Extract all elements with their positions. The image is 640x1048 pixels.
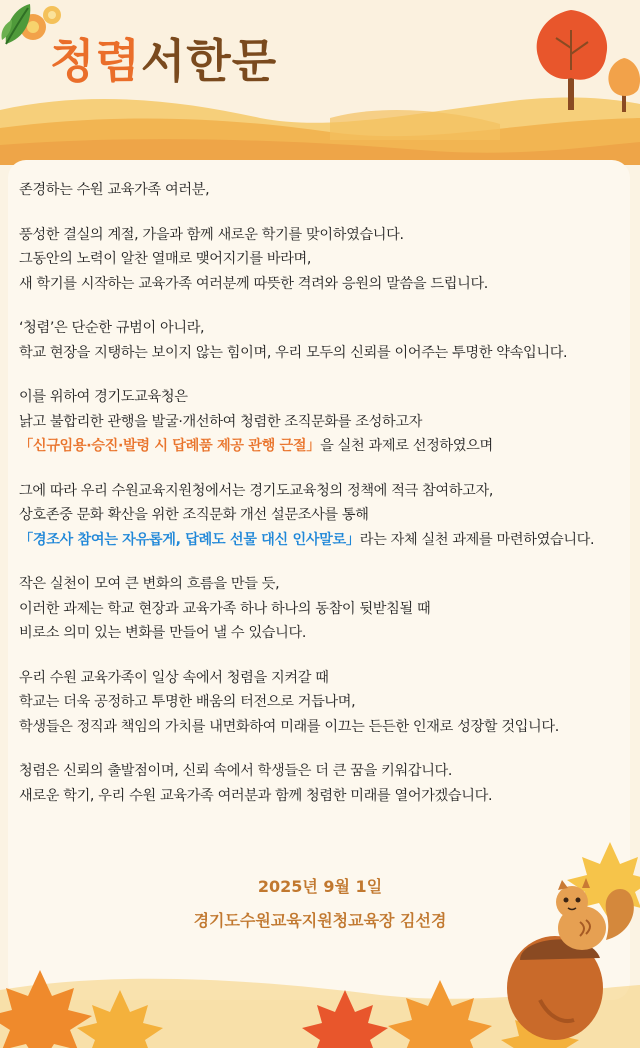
paragraph-5 [19,572,631,646]
title-main: 서한문 [140,34,278,88]
letter-body [19,178,631,828]
letter-signature: 경기도수원교육지원청교육장 김선경 [193,911,447,930]
text-segment: 라는 자체 실천 과제를 마련하였습니다. [359,531,595,548]
text-line: 작은 실천이 모여 큰 변화의 흐름을 만들 듯, [19,576,280,592]
title-accent: 청렴 [50,34,141,88]
paragraph-1 [19,223,631,297]
text-line: 비로소 의미 있는 변화를 만들어 낼 수 있습니다. [19,625,307,641]
text-line: 그에 따라 우리 수원교육지원청에서는 경기도교육청의 정책에 적극 참여하고자, [19,482,494,499]
paragraph-2 [19,316,631,365]
text-line [19,528,631,553]
leaf-icon [0,0,34,48]
highlight-task-2: 「경조사 참여는 자유롭게, 답례도 선물 대신 인사말로」 [19,531,360,548]
text-line: 우리 수원 교육가족이 일상 속에서 청렴을 지켜갈 때 [19,669,329,686]
page-title [50,26,277,96]
letter-date: 2025년 9월 1일 [257,877,383,896]
text-line: 낡고 불합리한 관행을 발굴·개선하여 청렴한 조직문화를 조성하고자 [19,413,423,430]
text-line: 학교 현장을 지탱하는 보이지 않는 힘이며, 우리 모두의 신뢰를 이어주는 투명한 약속입니다. [19,344,568,361]
text-line: 학생들은 정직과 책임의 가치를 내면화하여 미래를 이끄는 든든한 인재로 성장할 것입니다. [19,718,559,735]
header-banner [0,0,640,165]
text-line: ‘청렴’은 단순한 규범이 아니라, [19,320,205,336]
maple-leaf-icon [501,1006,579,1048]
paragraph-7 [19,759,631,808]
text-line: 새로운 학기, 우리 수원 교육가족 여러분과 함께 청렴한 미래를 열어가겠습니다. [19,787,493,804]
text-line: 풍성한 결실의 계절, 가을과 함께 새로운 학기를 맞이하였습니다. [19,226,404,243]
text-line: 학교는 더욱 공정하고 투명한 배움의 터전으로 거듭나며, [19,694,356,710]
paragraph-3 [19,385,631,459]
text-line: 새 학기를 시작하는 교육가족 여러분께 따뜻한 격려와 응원의 말씀을 드립니다. [19,275,488,292]
highlight-task-1: 「신규임용·승진·발령 시 답례품 제공 관행 근절」 [19,438,321,454]
text-segment: 을 실천 과제로 선정하였으며 [320,438,493,454]
text-line: 이를 위하여 경기도교육청은 [19,389,188,405]
text-line: 이러한 과제는 학교 현장과 교육가족 하나 하나의 동참이 뒷받침될 때 [19,600,431,617]
paragraph-6 [19,666,631,740]
text-line [19,434,631,459]
text-line: 청렴은 신뢰의 출발점이며, 신뢰 속에서 학생들은 더 큰 꿈을 키워갑니다. [19,763,453,779]
text-line: 상호존중 문화 확산을 위한 조직문화 개선 설문조사를 통해 [19,507,369,523]
greeting: 존경하는 수원 교육가족 여러분, [19,182,210,198]
text-line: 그동안의 노력이 알찬 열매로 맺어지기를 바라며, [19,251,312,267]
paragraph-4 [19,479,631,553]
